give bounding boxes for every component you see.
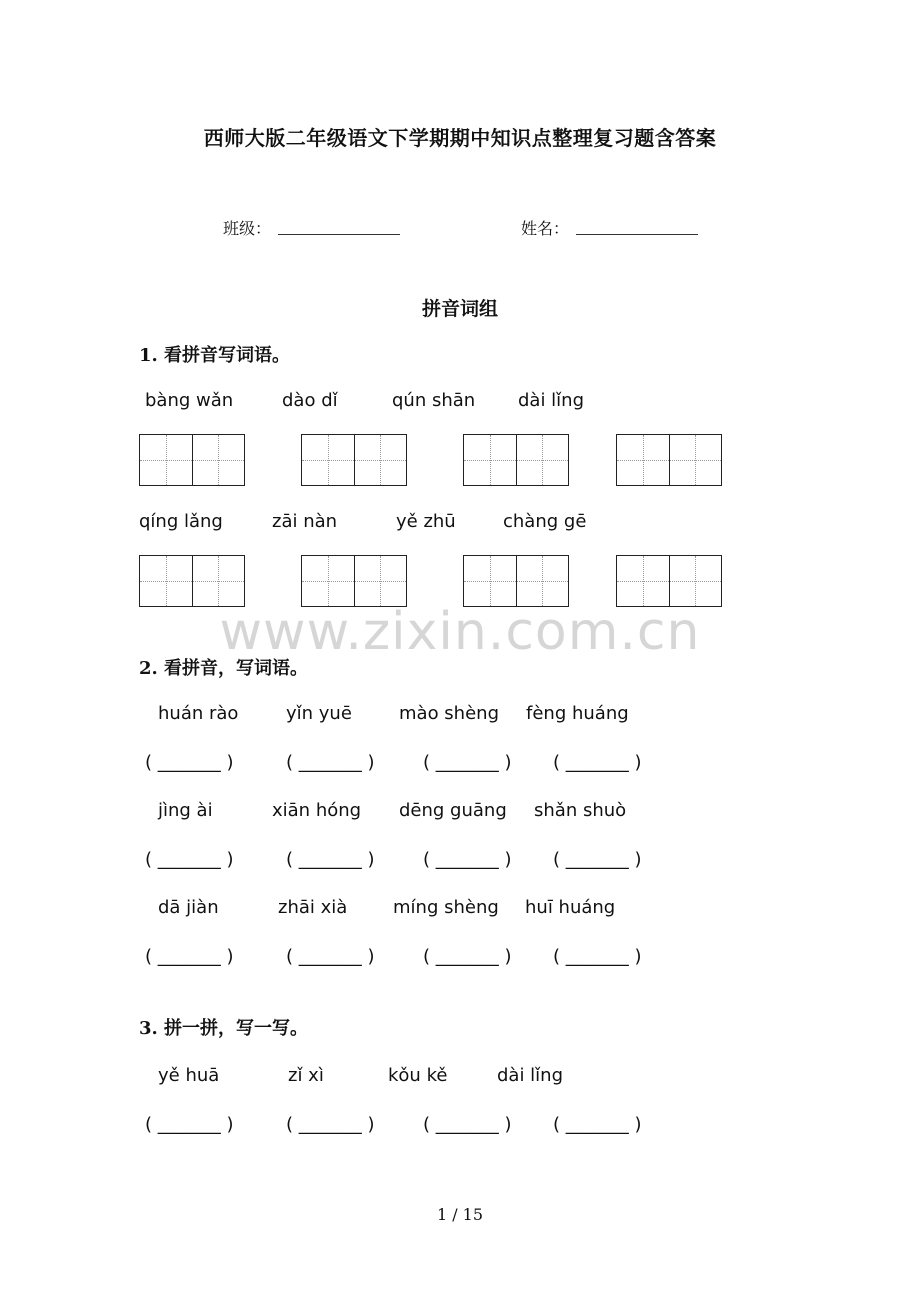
writing-grid[interactable] — [616, 555, 722, 607]
answer-blank[interactable]: ( _______ ) — [286, 1114, 375, 1135]
answer-blank[interactable]: ( _______ ) — [423, 1114, 512, 1135]
pinyin-label: huán rào — [158, 703, 239, 724]
writing-grid[interactable] — [616, 434, 722, 486]
writing-grid[interactable] — [139, 555, 245, 607]
class-field-line[interactable] — [278, 234, 400, 235]
writing-cell[interactable] — [464, 556, 516, 606]
pinyin-label: bàng wǎn — [145, 390, 234, 411]
writing-cell[interactable] — [464, 435, 516, 485]
pinyin-label: jìng ài — [158, 800, 213, 821]
writing-grid[interactable] — [301, 434, 407, 486]
pinyin-label: xiān hóng — [272, 800, 362, 821]
watermark: www.zixin.com.cn — [219, 602, 701, 662]
answer-blank[interactable]: ( _______ ) — [145, 752, 234, 773]
pinyin-label: dài lǐng — [497, 1065, 564, 1086]
writing-cell[interactable] — [302, 435, 354, 485]
writing-cell[interactable] — [192, 435, 245, 485]
pinyin-label: shǎn shuò — [534, 800, 627, 821]
pinyin-label: yǐn yuē — [286, 703, 352, 724]
answer-blank[interactable]: ( _______ ) — [553, 946, 642, 967]
question-2-title: 2. 看拼音，写词语。 — [139, 658, 309, 679]
name-label: 姓名： — [521, 219, 570, 238]
pinyin-label: qíng lǎng — [139, 511, 223, 532]
pinyin-label: mào shèng — [399, 703, 499, 724]
answer-blank[interactable]: ( _______ ) — [286, 849, 375, 870]
writing-cell[interactable] — [516, 556, 569, 606]
writing-cell[interactable] — [354, 556, 407, 606]
page-number: 1 / 15 — [436, 1205, 484, 1224]
writing-grid[interactable] — [139, 434, 245, 486]
answer-blank[interactable]: ( _______ ) — [145, 1114, 234, 1135]
question-3-title: 3. 拼一拼，写一写。 — [139, 1018, 309, 1039]
answer-blank[interactable]: ( _______ ) — [145, 849, 234, 870]
pinyin-label: huī huáng — [525, 897, 616, 918]
writing-grid[interactable] — [463, 434, 569, 486]
pinyin-label: dào dǐ — [282, 390, 338, 411]
writing-cell[interactable] — [617, 435, 669, 485]
writing-cell[interactable] — [192, 556, 245, 606]
name-field-line[interactable] — [576, 234, 698, 235]
writing-cell[interactable] — [669, 435, 722, 485]
pinyin-label: fèng huáng — [526, 703, 629, 724]
answer-blank[interactable]: ( _______ ) — [286, 946, 375, 967]
answer-blank[interactable]: ( _______ ) — [423, 849, 512, 870]
writing-cell[interactable] — [516, 435, 569, 485]
answer-blank[interactable]: ( _______ ) — [423, 752, 512, 773]
writing-grid[interactable] — [463, 555, 569, 607]
writing-cell[interactable] — [302, 556, 354, 606]
pinyin-label: zāi nàn — [272, 511, 338, 532]
pinyin-label: kǒu kě — [388, 1065, 448, 1086]
pinyin-label: dài lǐng — [518, 390, 585, 411]
answer-blank[interactable]: ( _______ ) — [553, 1114, 642, 1135]
writing-cell[interactable] — [354, 435, 407, 485]
pinyin-label: qún shān — [392, 390, 476, 411]
pinyin-label: zǐ xì — [288, 1065, 324, 1086]
pinyin-label: míng shèng — [393, 897, 499, 918]
answer-blank[interactable]: ( _______ ) — [423, 946, 512, 967]
pinyin-label: chàng gē — [503, 511, 587, 532]
question-1-title: 1. 看拼音写词语。 — [139, 345, 291, 366]
pinyin-label: zhāi xià — [278, 897, 348, 918]
writing-cell[interactable] — [669, 556, 722, 606]
document-title: 西师大版二年级语文下学期期中知识点整理复习题含答案 — [203, 126, 717, 150]
writing-cell[interactable] — [140, 556, 192, 606]
answer-blank[interactable]: ( _______ ) — [553, 849, 642, 870]
pinyin-label: dēng guāng — [399, 800, 507, 821]
writing-cell[interactable] — [140, 435, 192, 485]
answer-blank[interactable]: ( _______ ) — [286, 752, 375, 773]
answer-blank[interactable]: ( _______ ) — [145, 946, 234, 967]
class-label: 班级： — [223, 219, 272, 238]
section-title: 拼音词组 — [421, 298, 498, 320]
pinyin-label: dā jiàn — [158, 897, 219, 918]
writing-cell[interactable] — [617, 556, 669, 606]
answer-blank[interactable]: ( _______ ) — [553, 752, 642, 773]
pinyin-label: yě huā — [158, 1065, 220, 1086]
pinyin-label: yě zhū — [396, 511, 456, 532]
writing-grid[interactable] — [301, 555, 407, 607]
